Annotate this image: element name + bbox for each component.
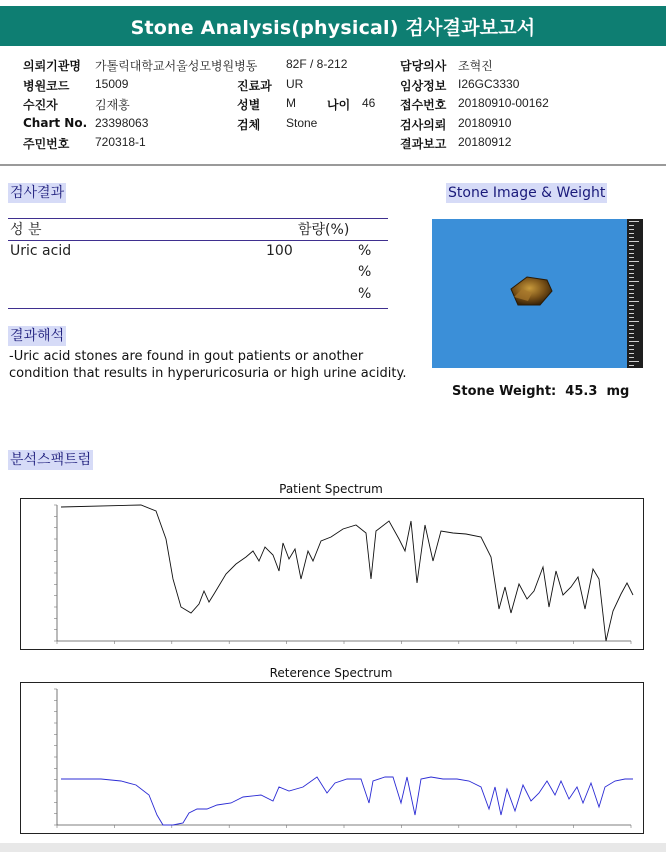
request-date-label: 검사의뢰 bbox=[400, 118, 447, 132]
requesting-org-label: 의뢰기관명 bbox=[23, 59, 81, 73]
doctor-label: 담당의사 bbox=[400, 59, 447, 73]
ruler-tick bbox=[629, 349, 634, 350]
resident-no-label: 주민번호 bbox=[23, 137, 70, 151]
ruler-tick bbox=[629, 281, 639, 282]
interpretation-line: -Uric acid stones are found in gout patients or another bbox=[9, 349, 364, 364]
department-label: 진료과 bbox=[237, 79, 272, 93]
interpretation-line: condition that results in hyperuricosuria or high urine acidity. bbox=[9, 366, 407, 381]
reference-spectrum-plot bbox=[20, 682, 644, 834]
chart-no-value: 23398063 bbox=[95, 116, 149, 130]
result-unit: % bbox=[358, 286, 372, 302]
ruler-tick bbox=[629, 257, 634, 258]
ruler-tick bbox=[629, 317, 634, 318]
weight-value: 45.3 bbox=[565, 384, 598, 399]
ward-value: 82F / 8-212 bbox=[286, 57, 348, 71]
stone-title: Stone Image & Weight bbox=[448, 185, 606, 201]
ruler-tick bbox=[629, 237, 634, 238]
table-header-rule bbox=[8, 240, 388, 241]
result-unit: % bbox=[358, 264, 372, 280]
results-title: 검사결과 bbox=[10, 185, 65, 201]
ruler-tick bbox=[629, 329, 634, 330]
report-title: Stone Analysis(physical) 검사결과보고서 bbox=[0, 6, 666, 46]
patient-spectrum-svg bbox=[21, 499, 643, 649]
report-date-label: 결과보고 bbox=[400, 137, 447, 151]
stone-weight bbox=[452, 384, 629, 399]
ruler-tick bbox=[629, 285, 634, 286]
sex-value: M bbox=[286, 96, 296, 110]
ruler-tick bbox=[629, 261, 639, 262]
receipt-no-label: 접수번호 bbox=[400, 98, 447, 112]
info-divider bbox=[0, 164, 666, 166]
chart-no-label: Chart No. bbox=[23, 116, 88, 130]
patient-spectrum-title: Patient Spectrum bbox=[279, 482, 383, 496]
ruler-tick bbox=[629, 245, 634, 246]
ruler-tick bbox=[629, 293, 634, 294]
ruler-tick bbox=[629, 297, 634, 298]
specimen-label: 검체 bbox=[237, 118, 261, 132]
ruler-tick bbox=[629, 325, 634, 326]
spectrum-axes bbox=[57, 505, 631, 641]
col-content-header: 함량(%) bbox=[298, 222, 350, 238]
stone-photo bbox=[432, 219, 643, 368]
ruler-tick bbox=[629, 233, 634, 234]
ruler-tick bbox=[629, 289, 634, 290]
receipt-no-value: 20180910-00162 bbox=[458, 96, 549, 110]
spectrum-axes bbox=[57, 689, 631, 825]
ruler-tick bbox=[629, 337, 634, 338]
ruler-tick bbox=[629, 249, 634, 250]
ruler-tick bbox=[629, 269, 634, 270]
ruler-tick bbox=[629, 221, 639, 222]
sex-label: 성별 bbox=[237, 98, 261, 112]
hospital-code-label: 병원코드 bbox=[23, 79, 70, 93]
resident-no-value: 720318-1 bbox=[95, 135, 146, 149]
ruler-tick bbox=[629, 365, 634, 366]
col-component-header: 성 분 bbox=[10, 222, 42, 238]
request-date-value: 20180910 bbox=[458, 116, 512, 130]
ruler-tick bbox=[629, 277, 634, 278]
clinical-info-value: I26GC3330 bbox=[458, 77, 520, 91]
collector-label: 수진자 bbox=[23, 98, 58, 112]
report-date-value: 20180912 bbox=[458, 135, 512, 149]
patient-spectrum-plot bbox=[20, 498, 644, 650]
ruler-tick bbox=[629, 341, 639, 342]
specimen-value: Stone bbox=[286, 116, 318, 130]
ruler-tick bbox=[629, 333, 634, 334]
clinical-info-label: 임상정보 bbox=[400, 79, 447, 93]
ruler-tick bbox=[629, 313, 634, 314]
age-label: 나이 bbox=[327, 98, 351, 112]
reference-spectrum-svg bbox=[21, 683, 643, 833]
spectrum-trace bbox=[61, 777, 633, 825]
ruler-tick bbox=[629, 301, 639, 302]
ruler-tick bbox=[629, 305, 634, 306]
ruler-tick bbox=[629, 357, 634, 358]
ruler-tick bbox=[629, 241, 639, 242]
result-value: 100 bbox=[266, 243, 293, 259]
reference-spectrum-title: Reterence Spectrum bbox=[269, 666, 393, 680]
stone-shape bbox=[511, 277, 552, 305]
doctor-value: 조혁진 bbox=[458, 59, 493, 73]
ruler-tick bbox=[629, 253, 634, 254]
ruler-tick bbox=[629, 229, 634, 230]
ruler-tick bbox=[629, 321, 639, 322]
spectrum-trace bbox=[61, 505, 633, 641]
collector-value: 김재홍 bbox=[95, 98, 130, 112]
ruler-tick bbox=[629, 309, 634, 310]
stone-illustration bbox=[432, 219, 643, 368]
department-value: UR bbox=[286, 77, 304, 91]
weight-label: Stone Weight: bbox=[452, 384, 557, 399]
interpretation-text bbox=[9, 348, 429, 382]
ruler bbox=[627, 219, 643, 368]
patient-info bbox=[0, 54, 666, 164]
weight-unit: mg bbox=[606, 384, 630, 399]
interpretation-title: 결과해석 bbox=[10, 328, 65, 344]
ruler-tick bbox=[629, 345, 634, 346]
result-unit: % bbox=[358, 243, 372, 259]
table-bottom-rule bbox=[8, 308, 388, 309]
result-component: Uric acid bbox=[10, 243, 72, 259]
ruler-tick bbox=[629, 353, 634, 354]
ruler-tick bbox=[629, 273, 634, 274]
spectrum-title: 분석스팩트럼 bbox=[10, 452, 92, 468]
requesting-org-value: 가톨릭대학교서울성모병원병동 bbox=[95, 59, 258, 73]
hospital-code-value: 15009 bbox=[95, 77, 129, 91]
ruler-tick bbox=[629, 225, 634, 226]
ruler-tick bbox=[629, 265, 634, 266]
ruler-tick bbox=[629, 361, 639, 362]
age-value: 46 bbox=[362, 96, 376, 110]
page-footer-bar bbox=[0, 843, 666, 852]
